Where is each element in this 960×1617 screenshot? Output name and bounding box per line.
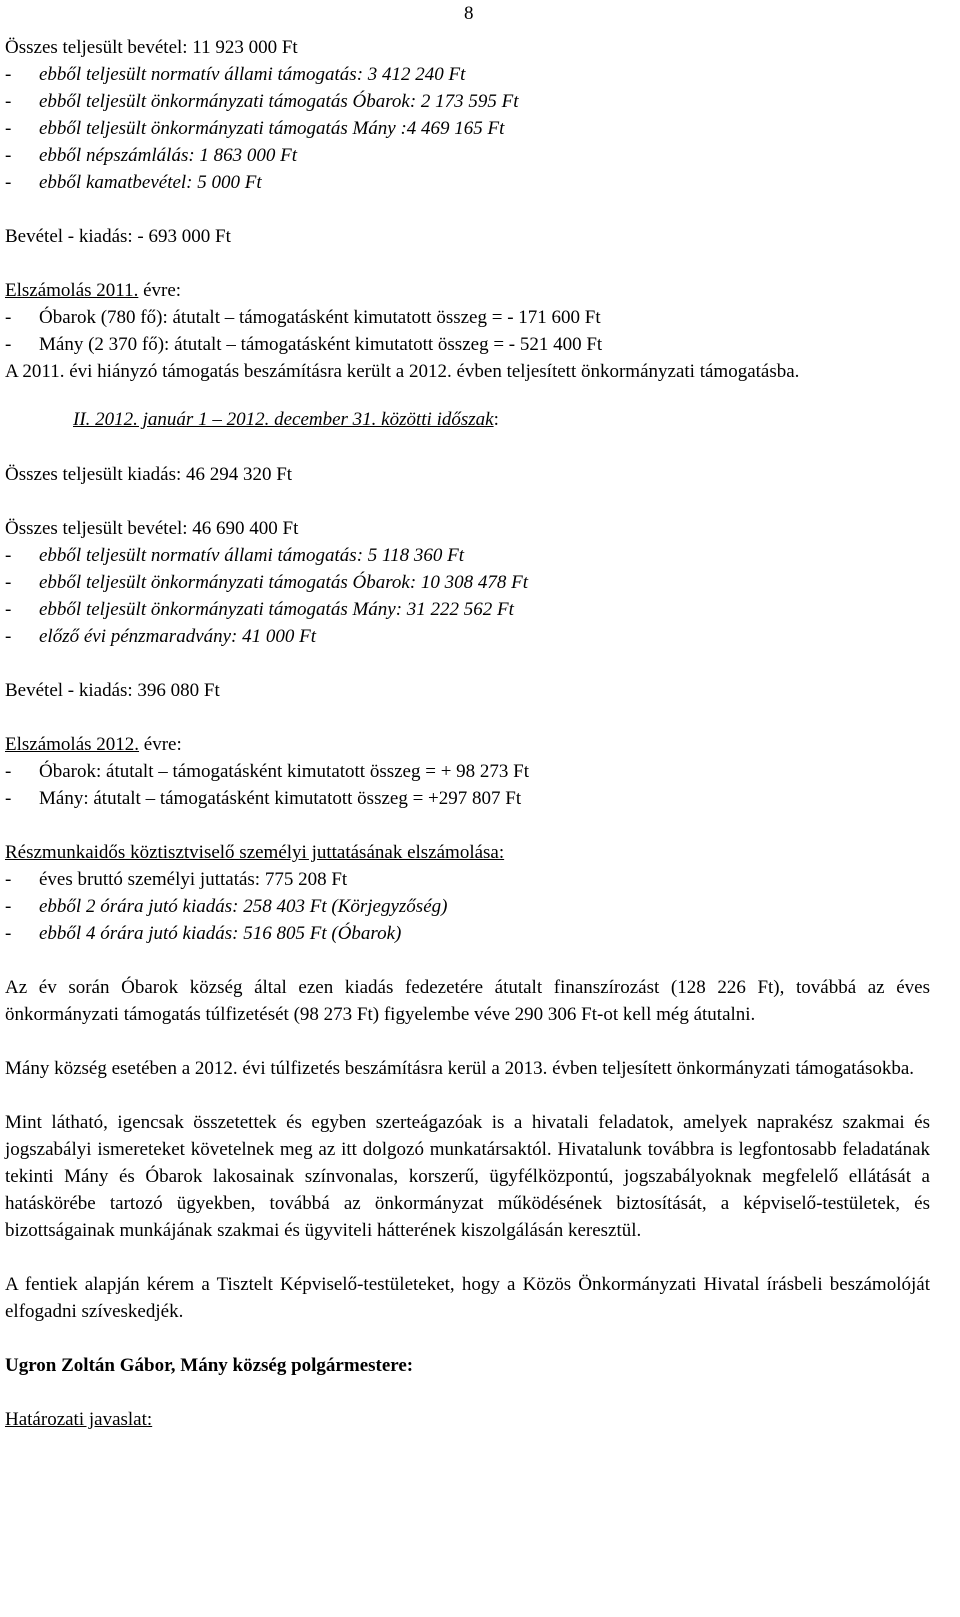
list-item: - előző évi pénzmaradvány: 41 000 Ft bbox=[5, 626, 317, 647]
paragraph-many-overpayment: Mány község esetében a 2012. évi túlfizetés beszámításra kerül a 2013. évben teljesített önkormányzati támogatásokba. bbox=[5, 1058, 915, 1079]
list-item: - ebből népszámlálás: 1 863 000 Ft bbox=[5, 145, 298, 166]
total-income-2012: Összes teljesült bevétel: 46 690 400 Ft bbox=[5, 518, 299, 539]
list-item: - ebből kamatbevétel: 5 000 Ft bbox=[5, 172, 262, 193]
part-time-heading: Részmunkaidős köztisztviselő személyi juttatásának elszámolása: bbox=[5, 842, 505, 863]
list-item: - ebből 2 órára jutó kiadás: 258 403 Ft (Körjegyzőség) bbox=[5, 896, 448, 917]
list-item: - ebből teljesült normatív állami támogatás: 5 118 360 Ft bbox=[5, 545, 465, 566]
list-item: - ebből teljesült önkormányzati támogatás Mány: 31 222 562 Ft bbox=[5, 599, 514, 620]
list-item: - ebből teljesült önkormányzati támogatás Óbarok: 10 308 478 Ft bbox=[5, 572, 529, 593]
list-item: - éves bruttó személyi juttatás: 775 208 Ft bbox=[5, 869, 348, 890]
list-item: - Mány: átutalt – támogatásként kimutatott összeg = +297 807 Ft bbox=[5, 788, 522, 809]
note-2011: A 2011. évi hiányzó támogatás beszámításra került a 2012. évben teljesített önkormányzati támogatásba. bbox=[5, 361, 800, 382]
paragraph-request: A fentiek alapján kérem a Tisztelt Képviselő-testületeket, hogy a Közös Önkormányzati Hivatal írásbeli beszámolóját elfogadni szíveskedjék. bbox=[5, 1274, 930, 1322]
list-item: - Mány (2 370 fő): átutalt – támogatásként kimutatott összeg = - 521 400 Ft bbox=[5, 334, 603, 355]
total-expense-2012: Összes teljesült kiadás: 46 294 320 Ft bbox=[5, 464, 293, 485]
settlement-heading-2012: Elszámolás 2012. évre: bbox=[5, 734, 182, 755]
total-income-2011: Összes teljesült bevétel: 11 923 000 Ft bbox=[5, 37, 298, 58]
list-item: - ebből teljesült önkormányzati támogatás Óbarok: 2 173 595 Ft bbox=[5, 91, 519, 112]
signature-line: Ugron Zoltán Gábor, Mány község polgármestere: bbox=[5, 1355, 414, 1376]
settlement-heading-2011: Elszámolás 2011. évre: bbox=[5, 280, 182, 301]
list-item: - ebből 4 órára jutó kiadás: 516 805 Ft (Óbarok) bbox=[5, 923, 402, 944]
list-item: - Óbarok (780 fő): átutalt – támogatásként kimutatott összeg = - 171 600 Ft bbox=[5, 307, 601, 328]
list-item: - Óbarok: átutalt – támogatásként kimutatott összeg = + 98 273 Ft bbox=[5, 761, 530, 782]
balance-2011: Bevétel - kiadás: - 693 000 Ft bbox=[5, 226, 231, 247]
paragraph-obarok-transfer: Az év során Óbarok község által ezen kiadás fedezetére átutalt finanszírozást (128 226 Ft), továbbá az éves önkormányzati támogatás túlfizetését (98 273 Ft) figyelembe véve 290 306 Ft-ot kell még átutalni. bbox=[5, 977, 930, 1025]
document-page bbox=[5, 0, 930, 1617]
list-item: - ebből teljesült önkormányzati támogatás Mány :4 469 165 Ft bbox=[5, 118, 505, 139]
list-item: - ebből teljesült normatív állami támogatás: 3 412 240 Ft bbox=[5, 64, 466, 85]
resolution-heading: Határozati javaslat: bbox=[5, 1409, 153, 1430]
balance-2012: Bevétel - kiadás: 396 080 Ft bbox=[5, 680, 220, 701]
page-number: 8 bbox=[464, 3, 474, 24]
period-heading: II. 2012. január 1 – 2012. december 31. közötti időszak: bbox=[73, 409, 499, 430]
paragraph-office-tasks: Mint látható, igencsak összetettek és egyben szerteágazóak is a hivatali feladatok, amelyek naprakész szakmai és jogszabályi ismereteket követelnek meg az itt dolgozó munkatársaktól. Hivatalunk továbbra is legfontosabb feladatának tekinti Mány és Óbarok lakosainak színvonalas, korszerű, ügyfélközpontú, jogszabályoknak megfelelő ellátását a hatáskörébe tartozó ügyekben, továbbá az önkormányzat működésének biztosítását, a képviselő-testületek, és bizottságainak munkájának szakmai és ügyviteli hátterének kiszolgálásán keresztül. bbox=[5, 1112, 930, 1241]
